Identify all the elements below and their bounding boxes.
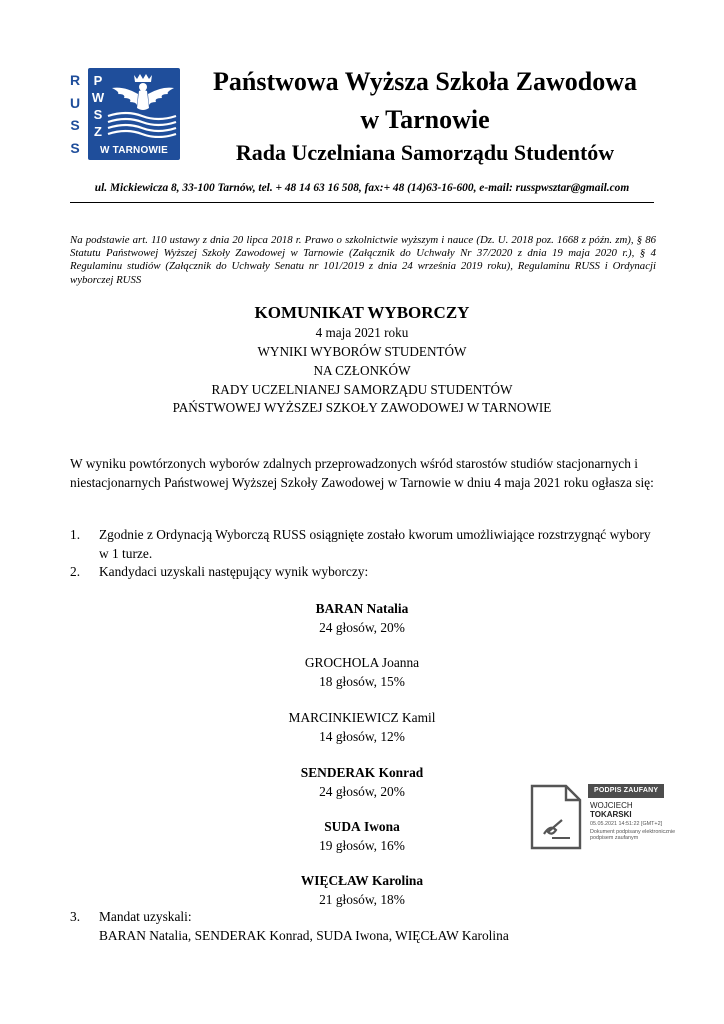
list-text: Kandydaci uzyskali następujący wynik wyborczy: (99, 564, 369, 579)
list-text: Zgodnie z Ordynacją Wyborczą RUSS osiągnięte zostało kworum umożliwiające rozstrzygnąć wybory w 1 turze. (99, 527, 651, 561)
candidate-result: 19 głosów, 16% (319, 837, 405, 853)
candidate-result: 24 głosów, 20% (319, 619, 405, 635)
signer-first-name: WOJCIECH (590, 801, 633, 810)
header-divider (70, 202, 654, 203)
candidate-entry (70, 872, 654, 909)
signer-last-name: TOKARSKI (590, 810, 632, 819)
announcement-title: KOMUNIKAT WYBORCZY (254, 303, 470, 322)
logo-letter: S (70, 139, 80, 156)
announcement-line: RADY UCZELNIANEJ SAMORZĄDU STUDENTÓW (211, 382, 513, 397)
logo-letter: P (93, 73, 103, 88)
candidate-name: SENDERAK Konrad (300, 765, 424, 780)
legal-basis-paragraph: Na podstawie art. 110 ustawy z dnia 20 lipca 2018 r. Prawo o szkolnictwie wyższym i nauce (Dz. U. 2018 poz. 1668 z późn. zm), § 86 Statutu Państwowej Wyższej Szkoły Zawodowej w Tarnowie (Załącznik do Uchwały Nr 37/2020 z dnia 19 maja 2020 r.), § 4 Regulaminu studiów (Załącznik do Uchwały Senatu nr 101/2019 z dnia 24 września 2019 roku), Regulaminu RUSS i Ordynacji wyborczej RUSS (70, 234, 656, 286)
candidate-result: 14 głosów, 12% (319, 728, 405, 744)
trusted-signature-stamp (530, 784, 690, 854)
contact-address: ul. Mickiewicza 8, 33-100 Tarnów, tel. + 48 14 63 16 508, fax:+ 48 (14)63-16-600, e-mail: russpwsztar@gmail.com (94, 182, 630, 194)
eagle-emblem-icon (106, 72, 178, 138)
candidate-name: MARCINKIEWICZ Kamil (288, 710, 436, 725)
mandate-names: BARAN Natalia, SENDERAK Konrad, SUDA Iwona, WIĘCŁAW Karolina (99, 928, 509, 943)
signature-timestamp: 05.05.2021 14:51:22 [GMT+2] (590, 821, 663, 827)
signature-description: Dokument podpisany elektronicznie podpisem zaufanym (590, 829, 676, 842)
candidate-result: 24 głosów, 20% (319, 783, 405, 799)
candidate-name: GROCHOLA Joanna (304, 655, 420, 670)
logo-letter: U (69, 94, 81, 111)
logo-letter: R (69, 72, 81, 88)
list-number: 2. (70, 564, 81, 579)
candidate-name: SUDA Iwona (324, 819, 400, 834)
candidate-name: BARAN Natalia (315, 601, 409, 616)
announcement-date: 4 maja 2021 roku (315, 325, 409, 340)
candidate-result: 21 głosów, 18% (319, 891, 405, 907)
candidate-result: 18 głosów, 15% (319, 673, 405, 689)
logo-pwsz-letters (91, 73, 105, 139)
candidate-entry (70, 709, 654, 746)
logo-russ-letters (68, 70, 82, 158)
institution-city: w Tarnowie (360, 105, 490, 134)
logo-letter: W (91, 90, 105, 105)
candidate-name: WIĘCŁAW Karolina (300, 873, 424, 888)
intro-paragraph: W wyniku powtórzonych wyborów zdalnych przeprowadzonych wśród starostów studiów stacjonarnych i niestacjonarnych Państwowej Wyższej Szkoły Zawodowej w Tarnowie w dniu 4 maja 2021 roku ogłasza się: (70, 456, 654, 490)
signed-document-icon (530, 784, 582, 850)
trusted-signature-badge: PODPIS ZAUFANY (588, 784, 664, 798)
institution-title: Państwowa Wyższa Szkoła Zawodowa (213, 67, 637, 96)
list-number: 3. (70, 909, 81, 924)
list-text: Mandat uzyskali: (99, 909, 192, 924)
announcement-line: PAŃSTWOWEJ WYŻSZEJ SZKOŁY ZAWODOWEJ W TARNOWIE (172, 400, 552, 415)
logo-band-text: W TARNOWIE (100, 145, 168, 156)
council-title: Rada Uczelniana Samorządu Studentów (235, 140, 615, 165)
candidate-entry (70, 600, 654, 637)
list-number: 1. (70, 527, 81, 542)
logo-letter: Z (94, 124, 102, 139)
announcement-line: NA CZŁONKÓW (313, 363, 411, 378)
candidate-entry (70, 654, 654, 691)
russ-pwsz-logo (68, 68, 180, 160)
announcement-line: WYNIKI WYBORÓW STUDENTÓW (257, 344, 467, 359)
logo-letter: S (93, 107, 103, 122)
logo-letter: S (70, 117, 80, 134)
